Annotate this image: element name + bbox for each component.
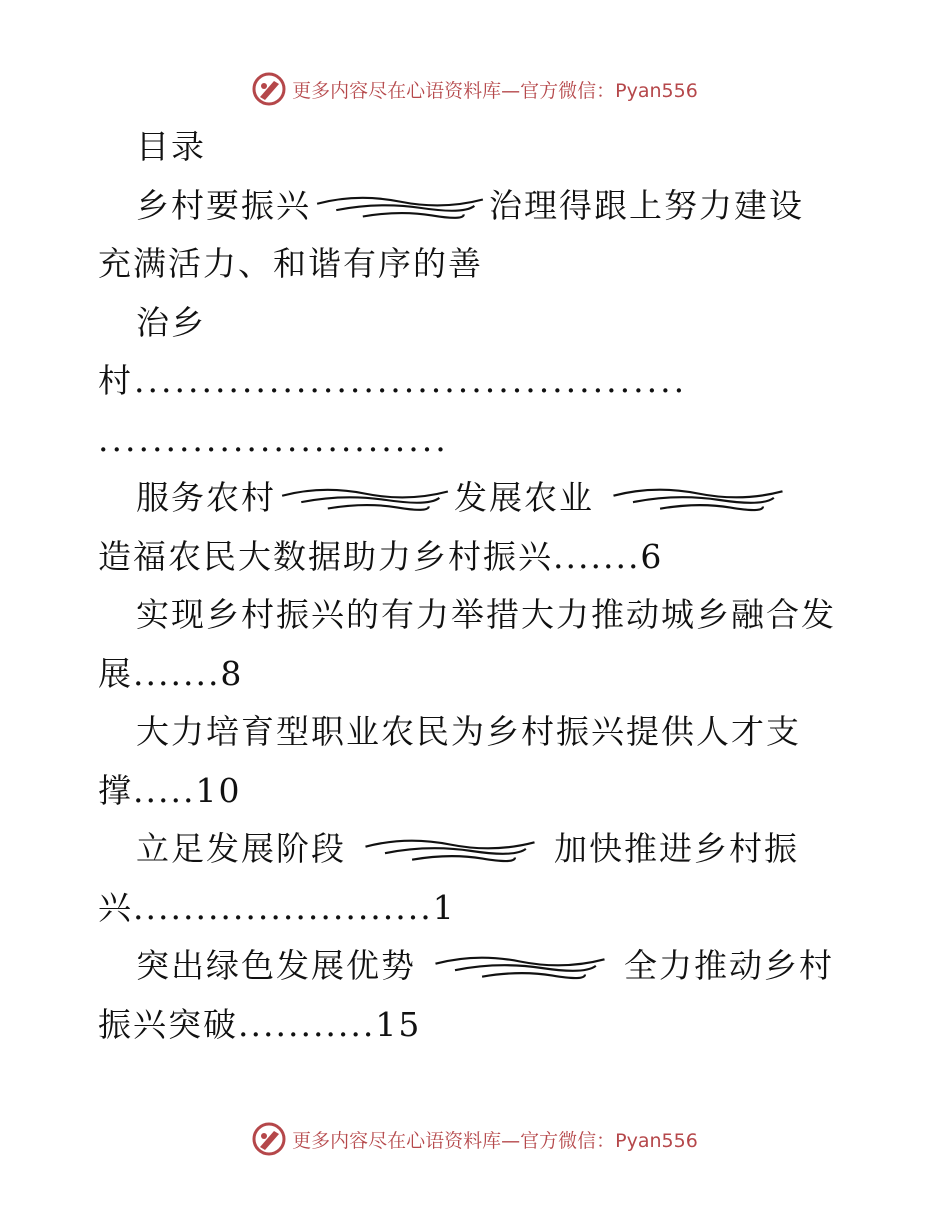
toc-title: 目录: [136, 127, 206, 166]
toc-entry-3-line-1[interactable]: 实现乡村振兴的有力举措大力推动城乡融合发: [136, 595, 836, 634]
pen-logo-icon: [252, 72, 286, 106]
toc-entry-1-line-4[interactable]: 村.........................................: [98, 361, 688, 400]
toc-entry-5-part-a: 立足发展阶段: [136, 829, 346, 868]
toc-entry-2-part-b: 发展农业: [454, 478, 594, 517]
toc-entry-4-line-2[interactable]: 撑.....10: [98, 770, 242, 810]
watermark-text: 更多内容尽在心语资料库—官方微信：Pyan556: [292, 79, 698, 102]
watermark-text: 更多内容尽在心语资料库—官方微信：Pyan556: [292, 1129, 698, 1152]
wave-dash-icon: [598, 487, 798, 513]
toc-entry-1-line-2[interactable]: 充满活力、和谐有序的善: [98, 244, 483, 283]
toc-entry-1-line-5[interactable]: ..........................: [98, 419, 449, 459]
toc-entry-5-line-1[interactable]: [98, 820, 843, 879]
wave-dash-icon: [280, 487, 450, 513]
toc-entry-1-line-1[interactable]: [98, 177, 843, 236]
toc-entry-4-line-1[interactable]: 大力培育型职业农民为乡村振兴提供人才支: [136, 712, 801, 751]
toc-entry-5-part-b: 加快推进乡村振: [554, 829, 799, 868]
toc-entry-3-line-2[interactable]: 展.......8: [98, 653, 244, 693]
toc-entry-1-part-a: 乡村要振兴: [136, 185, 311, 225]
header-watermark: [0, 72, 950, 106]
toc-entry-6-line-1[interactable]: [98, 937, 843, 996]
toc-entry-2-part-a: 服务农村: [136, 478, 276, 517]
toc-entry-6-part-a: 突出绿色发展优势: [136, 946, 416, 985]
toc-entry-6-line-2[interactable]: 振兴突破...........15: [98, 1004, 422, 1044]
wave-dash-icon: [315, 195, 485, 221]
wave-dash-icon: [420, 955, 620, 981]
pen-logo-icon: [252, 1122, 286, 1156]
table-of-contents: [98, 118, 843, 1054]
toc-entry-2-line-2[interactable]: 造福农民大数据助力乡村振兴.......6: [98, 536, 664, 576]
toc-entry-5-line-2[interactable]: 兴........................1: [98, 887, 456, 927]
toc-entry-1-line-3[interactable]: 治乡: [136, 302, 206, 342]
wave-dash-icon: [350, 838, 550, 864]
toc-entry-6-part-b: 全力推动乡村: [624, 946, 834, 985]
footer-watermark: [0, 1122, 950, 1156]
toc-entry-2-line-1[interactable]: [98, 469, 843, 528]
toc-entry-1-part-b: 治理得跟上努力建设: [489, 185, 804, 225]
